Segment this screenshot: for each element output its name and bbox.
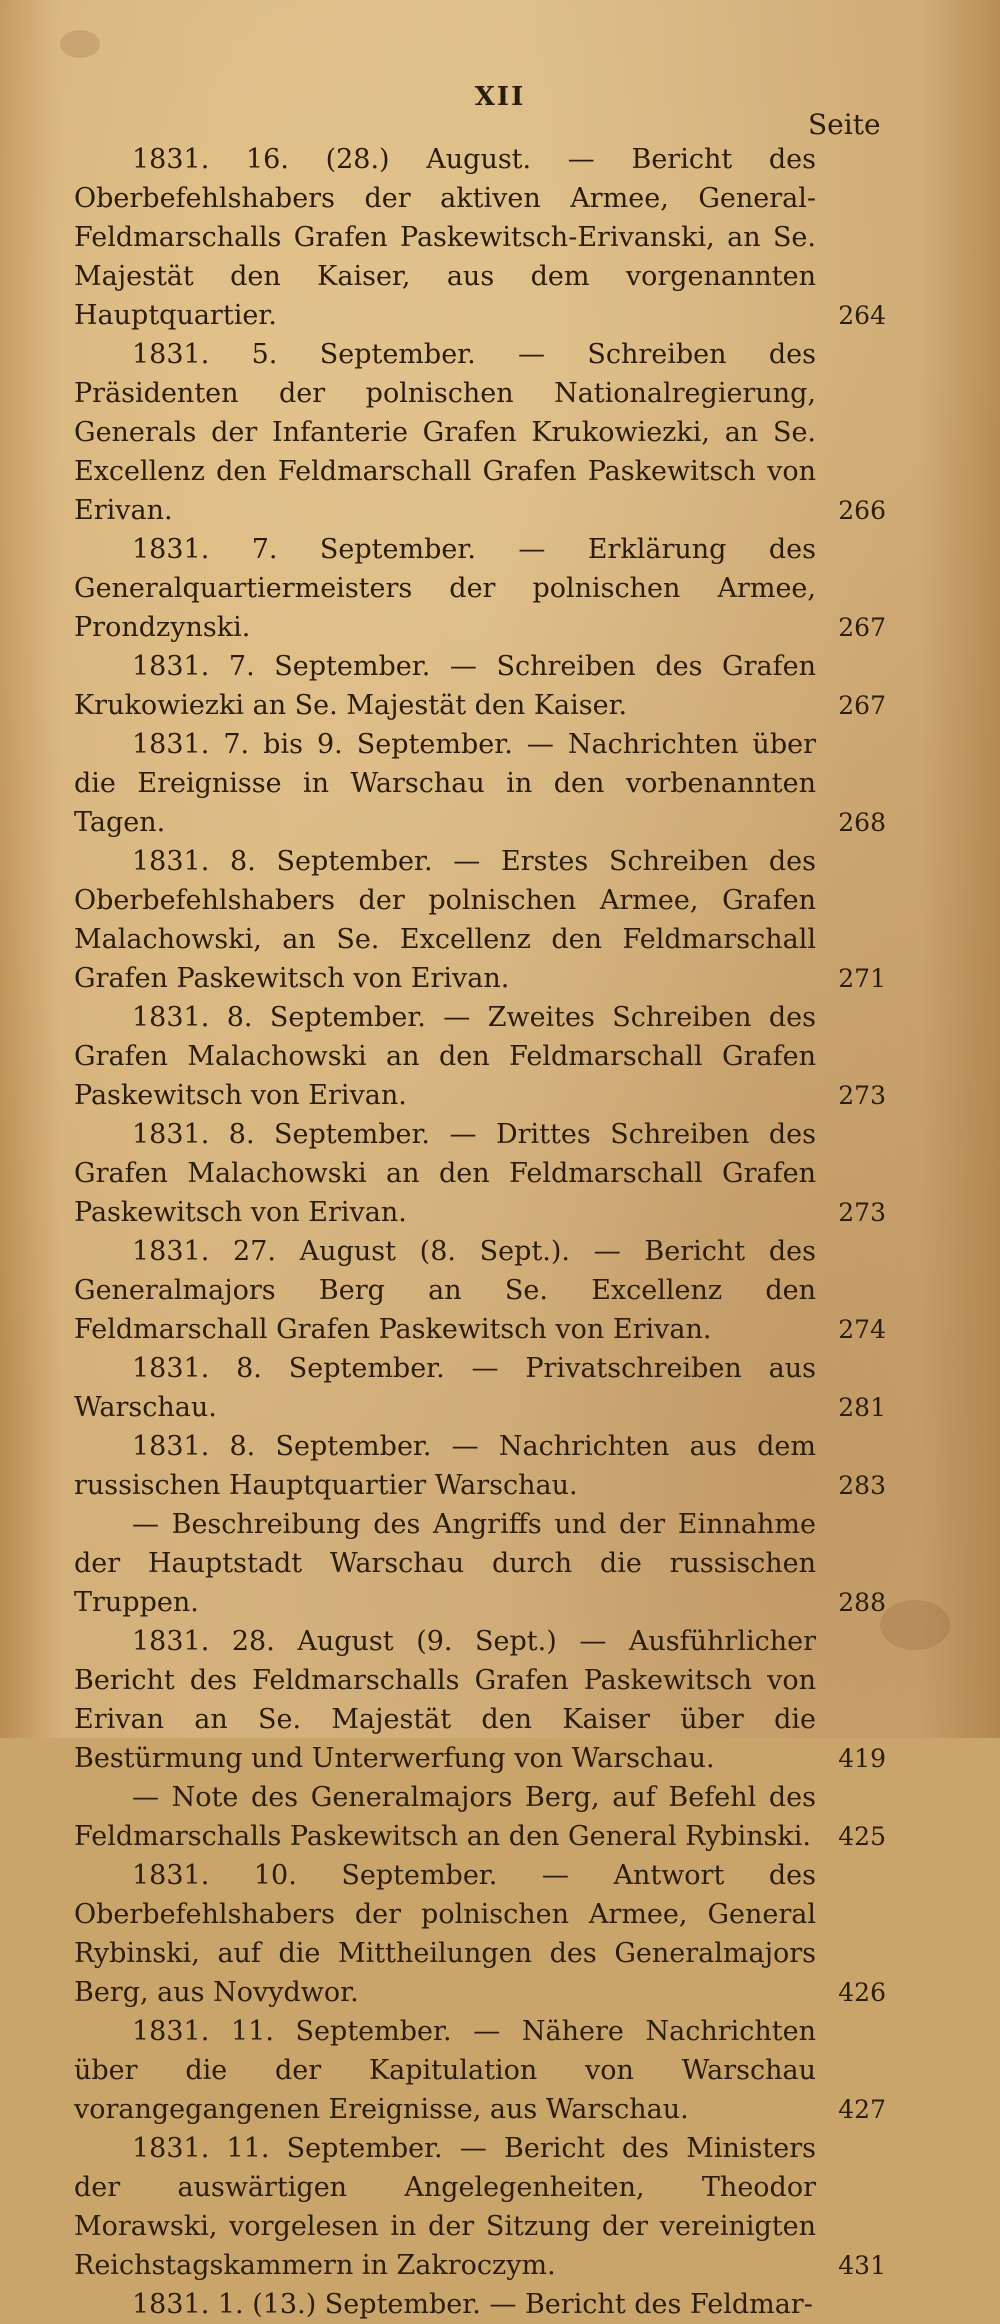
- toc-entry: [74, 2012, 886, 2129]
- toc-entry: [74, 1505, 886, 1622]
- entry-page-number: 419: [838, 1744, 886, 1773]
- entry-text: 1831. 7. bis 9. September. — Nachrichten über die Ereignisse in Warschau in den vorbenannten Tagen.: [74, 729, 816, 838]
- entry-text: — Beschreibung des Angriffs und der Einnahme der Hauptstadt Warschau durch die russischen Truppen.: [74, 1509, 816, 1618]
- toc-entry: [74, 1856, 886, 2012]
- entry-text: 1831. 28. August (9. Sept.) — Ausführlicher Bericht des Feldmarschalls Grafen Paskewitsch von Erivan an Se. Majestät den Kaiser über die Bestürmung und Unterwerfung von Warschau.: [74, 1626, 816, 1774]
- entry-text: 1831. 5. September. — Schreiben des Präsidenten der polnischen Nationalregierung, Generals der Infanterie Grafen Krukowiezki, an Se. Excellenz den Feldmarschall Grafen Paskewitsch von Erivan.: [74, 339, 816, 526]
- entry-text: 1831. 8. September. — Drittes Schreiben des Grafen Malachowski an den Feldmarschall Grafen Paskewitsch von Erivan.: [74, 1119, 816, 1228]
- entry-text: 1831. 11. September. — Nähere Nachrichten über die der Kapitulation von Warschau vorangegangenen Ereignisse, aus Warschau.: [74, 2016, 816, 2125]
- entry-text: 1831. 10. September. — Antwort des Oberbefehlshabers der polnischen Armee, General Rybinski, auf die Mittheilungen des Generalmajors Berg, aus Novydwor.: [74, 1860, 816, 2008]
- entry-text: 1831. 27. August (8. Sept.). — Bericht des Generalmajors Berg an Se. Excellenz den Feldmarschall Grafen Paskewitsch von Erivan.: [74, 1236, 816, 1345]
- toc-entry: [74, 1232, 886, 1349]
- entry-page-number: 274: [838, 1315, 886, 1344]
- toc-entry: [74, 2129, 886, 2285]
- entry-page-number: 427: [838, 2095, 886, 2124]
- page-numeral: XII: [474, 82, 526, 112]
- stain: [60, 30, 100, 58]
- toc-entry: [74, 998, 886, 1115]
- table-of-contents: [74, 140, 886, 2324]
- toc-entry: [74, 842, 886, 998]
- entry-text: 1831. 8. September. — Erstes Schreiben des Oberbefehlshabers der polnischen Armee, Grafen Malachowski, an Se. Excellenz den Feldmarschall Grafen Paskewitsch von Erivan.: [74, 846, 816, 994]
- entry-text: 1831. 8. September. — Zweites Schreiben des Grafen Malachowski an den Feldmarschall Grafen Paskewitsch von Erivan.: [74, 1002, 816, 1111]
- entry-page-number: 264: [838, 301, 886, 330]
- entry-page-number: 425: [838, 1822, 886, 1851]
- toc-entry: [74, 1622, 886, 1778]
- toc-entry: [74, 1778, 886, 1856]
- toc-entry: [74, 647, 886, 725]
- entry-page-number: 267: [838, 613, 886, 642]
- column-label-seite: Seite: [808, 108, 881, 141]
- entry-text: 1831. 7. September. — Erklärung des Generalquartiermeisters der polnischen Armee, Prondzynski.: [74, 534, 816, 643]
- entry-page-number: 283: [838, 1471, 886, 1500]
- entry-page-number: 273: [838, 1198, 886, 1227]
- toc-entry: [74, 335, 886, 530]
- stain: [880, 1600, 950, 1650]
- entry-text: 1831. 8. September. — Privatschreiben aus Warschau.: [74, 1353, 816, 1423]
- entry-text: 1831. 11. September. — Bericht des Ministers der auswärtigen Angelegenheiten, Theodor Morawski, vorgelesen in der Sitzung der vereinigten Reichstagskammern in Zakroczym.: [74, 2133, 816, 2281]
- toc-entry: [74, 1115, 886, 1232]
- entry-text: 1831. 1. (13.) September. — Bericht des Feldmar-: [132, 2289, 813, 2320]
- entry-page-number: 268: [838, 808, 886, 837]
- toc-entry: [74, 1349, 886, 1427]
- entry-page-number: 426: [838, 1978, 886, 2007]
- toc-entry: [74, 530, 886, 647]
- entry-page-number: 288: [838, 1588, 886, 1617]
- entry-text: 1831. 16. (28.) August. — Bericht des Oberbefehlshabers der aktiven Armee, General-Feldmarschalls Grafen Paskewitsch-Erivanski, an Se. Majestät den Kaiser, aus dem vorgenannten Hauptquartier.: [74, 144, 816, 331]
- entry-page-number: 281: [838, 1393, 886, 1422]
- entry-text: 1831. 8. September. — Nachrichten aus dem russischen Hauptquartier Warschau.: [74, 1431, 816, 1501]
- entry-page-number: 431: [838, 2251, 886, 2280]
- toc-entry: [74, 1427, 886, 1505]
- entry-page-number: 271: [838, 964, 886, 993]
- entry-page-number: 273: [838, 1081, 886, 1110]
- toc-entry: [74, 140, 886, 335]
- entry-text: — Note des Generalmajors Berg, auf Befehl des Feldmarschalls Paskewitsch an den General Rybinski.: [74, 1782, 816, 1852]
- entry-page-number: 266: [838, 496, 886, 525]
- toc-entry: [74, 725, 886, 842]
- entry-page-number: 267: [838, 691, 886, 720]
- toc-entry: [74, 2285, 886, 2324]
- entry-text: 1831. 7. September. — Schreiben des Grafen Krukowiezki an Se. Majestät den Kaiser.: [74, 651, 816, 721]
